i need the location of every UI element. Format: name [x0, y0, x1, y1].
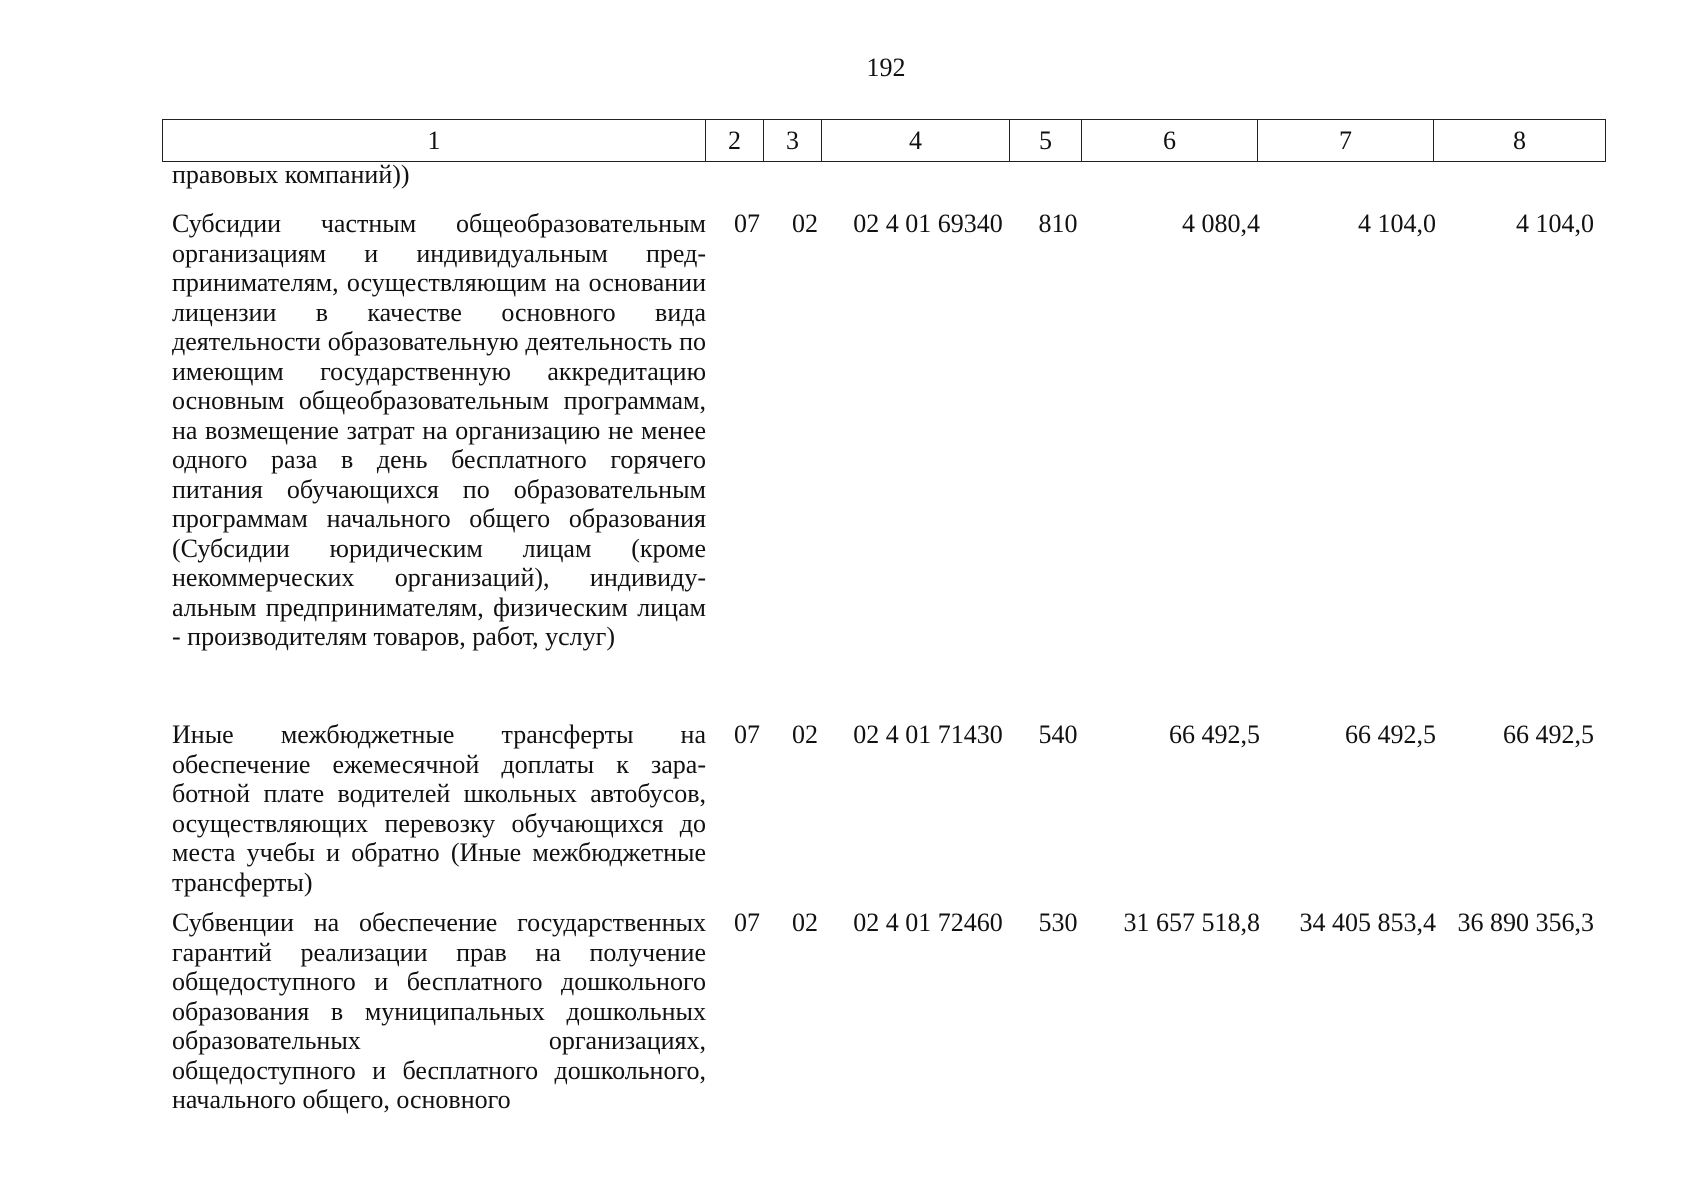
column-header-1: 1: [163, 120, 706, 162]
row-subsection-code: 02: [792, 209, 818, 238]
row-amount-col6: 4 080,4: [1182, 209, 1260, 238]
page-number: 192: [866, 53, 906, 82]
row-amount-col8: 66 492,5: [1503, 720, 1594, 749]
row-description: Иные межбюджетные трансферты на обеспечение ежемесячной доплаты к заработной плате водителей школьных автобусов, осуществляющих перевозку обучающихся до места учебы и обратно (Иные межбюджетные трансферты): [172, 720, 706, 897]
column-header-5: 5: [1010, 120, 1082, 162]
column-header-4: 4: [822, 120, 1010, 162]
row-subsection-code: 02: [792, 720, 818, 749]
column-header-2: 2: [706, 120, 764, 162]
row-amount-col7: 34 405 853,4: [1299, 908, 1436, 937]
row-description: Субсидии частным общеобразовательным организациям и индивидуальным предпринимателям, осуществляющим на основании лицензии в качестве основного вида деятельности образовательную деятельность по имеющим государственную аккредитацию основным общеобразовательным программам, на возмещение затрат на организацию не менее одного раза в день бесплатного горячего питания обучающихся по образовательным программам начального общего образования (Субсидии юридическим лицам (кроме некоммерческих организаций), индивидуальным предпринимателям, физическим лицам - производителям товаров, работ, услуг): [172, 209, 706, 651]
row-target-article: 02 4 01 72460: [853, 908, 1003, 937]
row-amount-col6: 31 657 518,8: [1123, 908, 1260, 937]
row-expense-type: 530: [1038, 908, 1078, 937]
row-target-article: 02 4 01 71430: [853, 720, 1003, 749]
column-header-7: 7: [1258, 120, 1434, 162]
row-section-code: 07: [734, 720, 760, 749]
row-target-article: 02 4 01 69340: [853, 209, 1003, 238]
row-section-code: 07: [734, 908, 760, 937]
column-header-table: [162, 119, 1606, 162]
row-amount-col8: 4 104,0: [1516, 209, 1594, 238]
column-header-3: 3: [764, 120, 822, 162]
continuation-text: правовых компаний)): [172, 160, 410, 189]
column-header-6: 6: [1082, 120, 1258, 162]
row-subsection-code: 02: [792, 908, 818, 937]
column-header-row: [163, 120, 1606, 162]
row-amount-col7: 4 104,0: [1358, 209, 1436, 238]
column-header-8: 8: [1434, 120, 1606, 162]
row-expense-type: 810: [1038, 209, 1078, 238]
row-description: Субвенции на обеспечение государственных гарантий реализации прав на получение общедоступного и бесплатного дошкольного образования в муниципальных дошкольных образовательных организациях, общедоступного и бесплатного дошкольного, начального общего, основного: [172, 908, 706, 1114]
row-amount-col7: 66 492,5: [1345, 720, 1436, 749]
row-amount-col8: 36 890 356,3: [1457, 908, 1594, 937]
row-expense-type: 540: [1038, 720, 1078, 749]
row-section-code: 07: [734, 209, 760, 238]
row-amount-col6: 66 492,5: [1169, 720, 1260, 749]
